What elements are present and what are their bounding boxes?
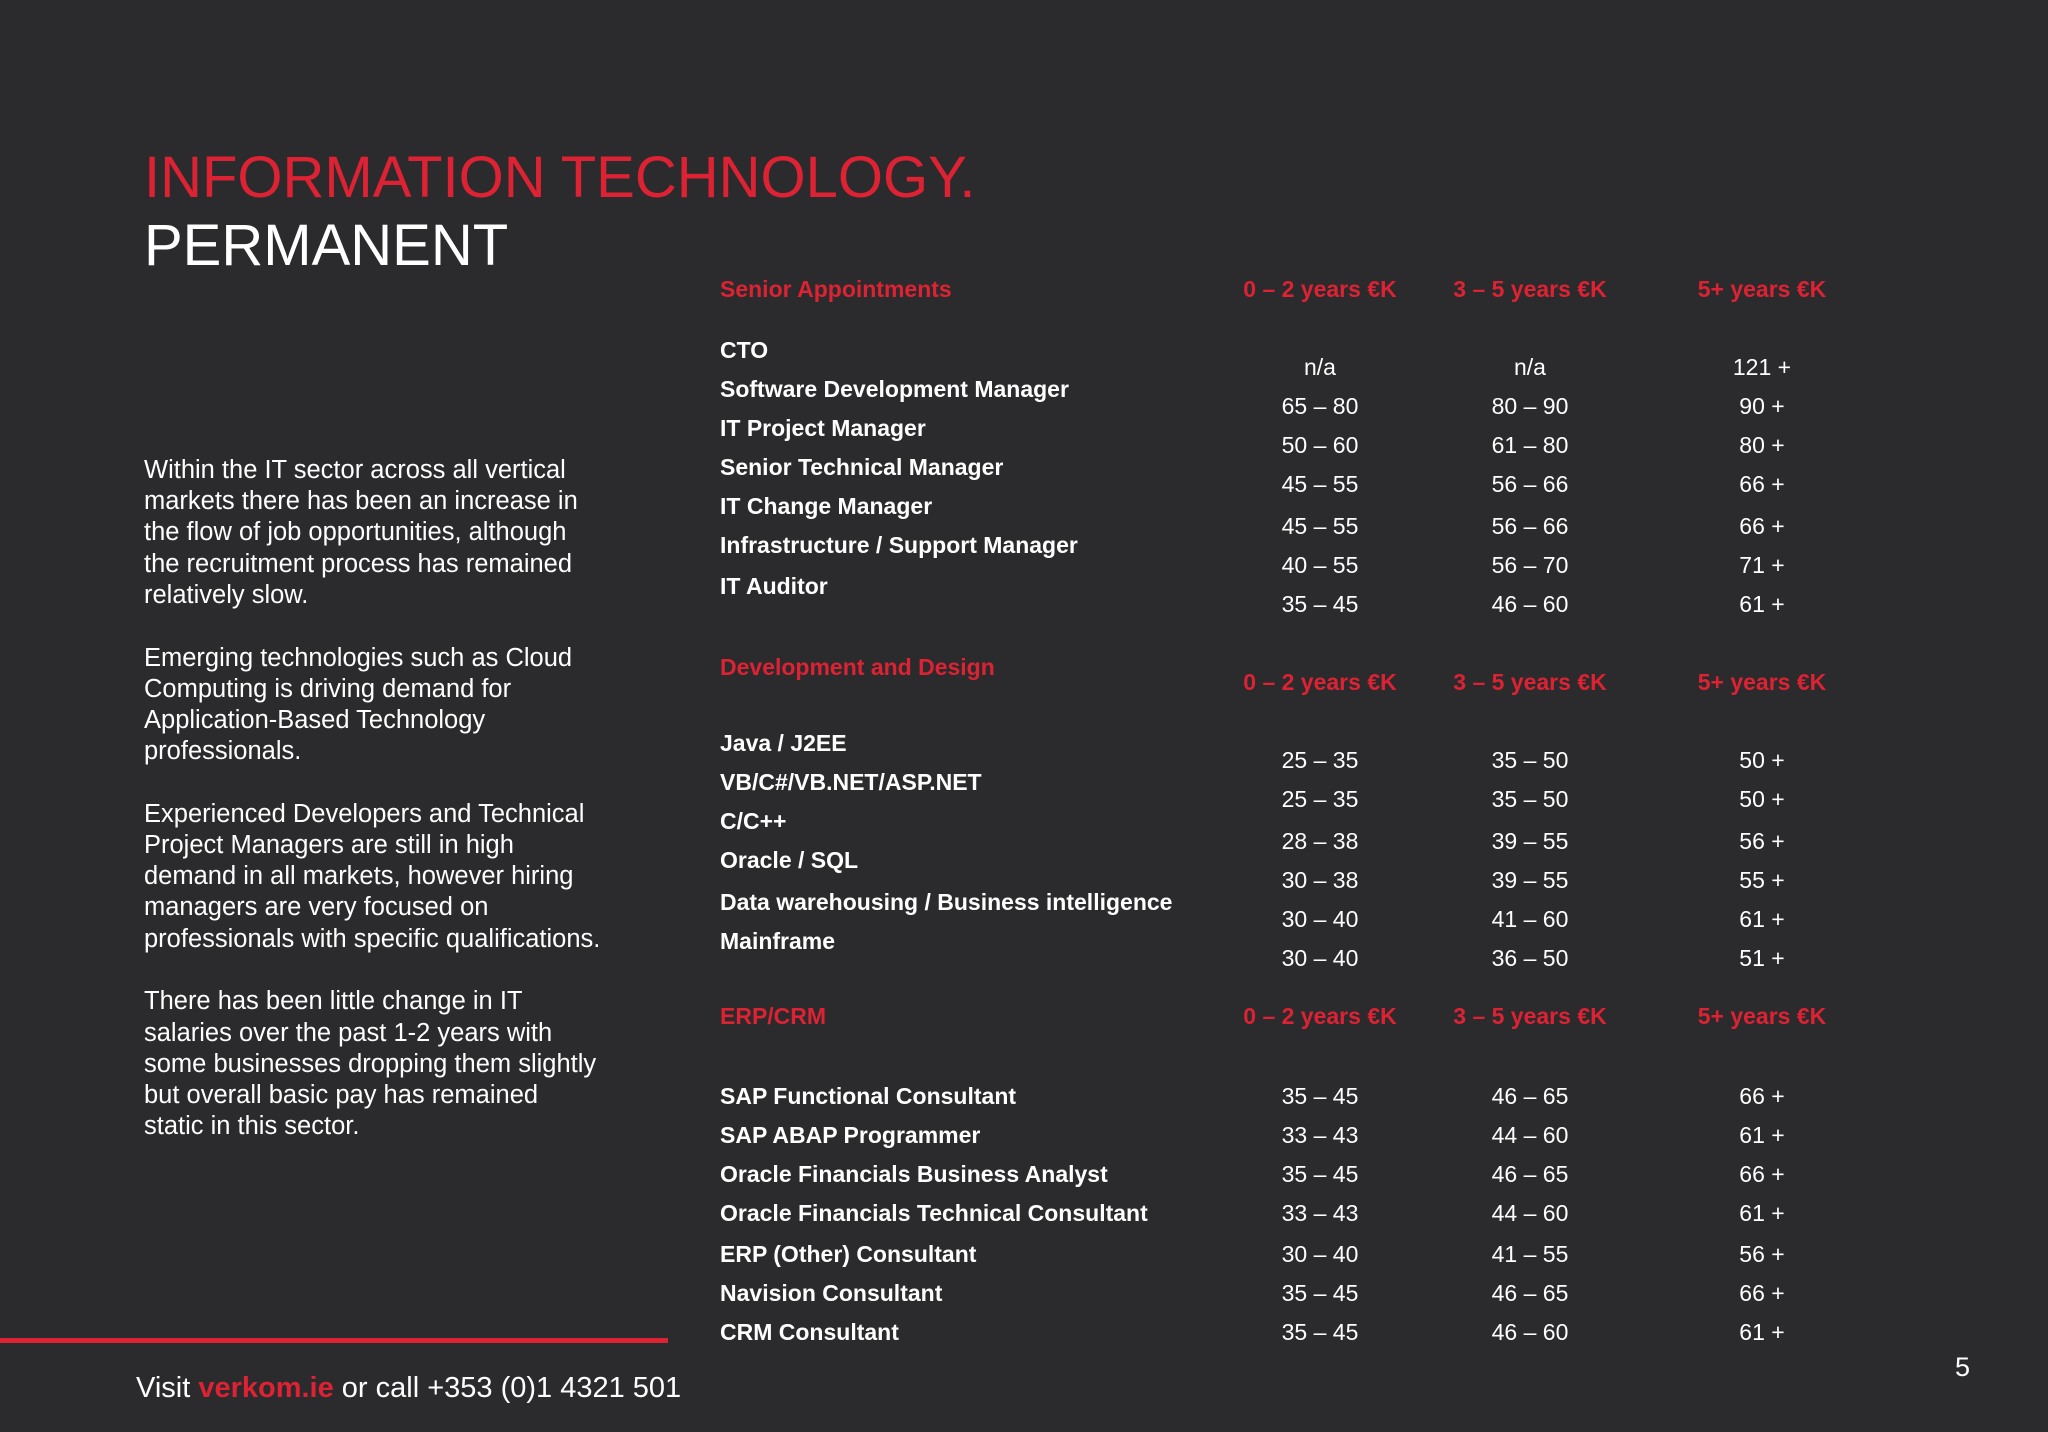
- salary-value: 46 – 65: [1491, 1083, 1569, 1109]
- salary-value: 55 +: [1739, 867, 1785, 893]
- role-name: SAP Functional Consultant: [720, 1083, 1017, 1109]
- section-title: Development and Design: [720, 654, 995, 680]
- role-name: IT Change Manager: [720, 493, 933, 519]
- salary-value: 50 +: [1739, 786, 1785, 812]
- column-header: 3 – 5 years €K: [1453, 669, 1607, 695]
- salary-value: 66 +: [1739, 1280, 1785, 1306]
- salary-value: 61 +: [1739, 1319, 1785, 1345]
- role-name: Oracle Financials Business Analyst: [720, 1161, 1108, 1187]
- salary-value: 30 – 40: [1281, 1241, 1359, 1267]
- salary-value: n/a: [1304, 354, 1336, 380]
- role-name: Senior Technical Manager: [720, 454, 1004, 480]
- column-header: 5+ years €K: [1697, 276, 1827, 302]
- salary-value: 39 – 55: [1491, 867, 1569, 893]
- footer-visit-label: Visit: [136, 1372, 199, 1404]
- salary-value: 35 – 45: [1281, 1161, 1359, 1187]
- salary-value: 30 – 38: [1281, 867, 1359, 893]
- intro-paragraph: Emerging technologies such as Cloud Computing is driving demand for Application-Based Technology professionals.: [144, 643, 573, 766]
- section-title: ERP/CRM: [720, 1003, 827, 1029]
- salary-value: 56 – 66: [1491, 471, 1569, 497]
- page-title-line2: PERMANENT: [144, 213, 509, 278]
- salary-value: 28 – 38: [1281, 828, 1359, 854]
- role-name: C/C++: [720, 808, 787, 834]
- salary-value: 61 +: [1739, 1200, 1785, 1226]
- intro-text: [144, 455, 604, 1174]
- salary-value: 41 – 55: [1491, 1241, 1569, 1267]
- salary-value: 50 – 60: [1281, 432, 1359, 458]
- role-name: IT Auditor: [720, 573, 828, 599]
- role-name: ERP (Other) Consultant: [720, 1241, 977, 1267]
- column-header: 0 – 2 years €K: [1243, 669, 1397, 695]
- column-header: 0 – 2 years €K: [1243, 1003, 1397, 1029]
- role-name: Mainframe: [720, 928, 836, 954]
- column-header: 3 – 5 years €K: [1453, 1003, 1607, 1029]
- intro-paragraph: There has been little change in IT salaries over the past 1-2 years with some businesses dropping them slightly but overall basic pay has remained static in this sector.: [144, 987, 597, 1141]
- footer-contact: [136, 1372, 681, 1405]
- role-name: VB/C#/VB.NET/ASP.NET: [720, 769, 982, 795]
- salary-value: 66 +: [1739, 1161, 1785, 1187]
- salary-value: 66 +: [1739, 513, 1785, 539]
- salary-value: 80 – 90: [1491, 393, 1569, 419]
- salary-value: 56 – 70: [1491, 552, 1569, 578]
- column-header: 5+ years €K: [1697, 1003, 1827, 1029]
- salary-value: 90 +: [1739, 393, 1785, 419]
- salary-value: 46 – 60: [1491, 1319, 1569, 1345]
- salary-value: 44 – 60: [1491, 1122, 1569, 1148]
- salary-value: 56 – 66: [1491, 513, 1569, 539]
- salary-value: 45 – 55: [1281, 513, 1359, 539]
- salary-value: 25 – 35: [1281, 786, 1359, 812]
- role-name: Data warehousing / Business intelligence: [720, 889, 1173, 915]
- salary-value: 35 – 50: [1491, 786, 1569, 812]
- salary-value: 44 – 60: [1491, 1200, 1569, 1226]
- salary-value: 121 +: [1732, 354, 1792, 380]
- salary-value: 30 – 40: [1281, 906, 1359, 932]
- salary-value: 39 – 55: [1491, 828, 1569, 854]
- salary-value: 50 +: [1739, 747, 1785, 773]
- page-number: 5: [1955, 1352, 1971, 1382]
- salary-value: 25 – 35: [1281, 747, 1359, 773]
- salary-value: 66 +: [1739, 1083, 1785, 1109]
- section-title: Senior Appointments: [720, 276, 952, 302]
- website-link[interactable]: verkom.ie: [198, 1372, 334, 1404]
- salary-value: 41 – 60: [1491, 906, 1569, 932]
- salary-value: 33 – 43: [1281, 1122, 1359, 1148]
- role-name: CTO: [720, 337, 769, 363]
- salary-value: 80 +: [1739, 432, 1785, 458]
- salary-value: 35 – 45: [1281, 1083, 1359, 1109]
- salary-value: 35 – 45: [1281, 1319, 1359, 1345]
- salary-value: 36 – 50: [1491, 945, 1569, 971]
- salary-value: 35 – 45: [1281, 1280, 1359, 1306]
- role-name: Java / J2EE: [720, 730, 847, 756]
- salary-value: 46 – 65: [1491, 1161, 1569, 1187]
- role-name: SAP ABAP Programmer: [720, 1122, 981, 1148]
- salary-value: 51 +: [1739, 945, 1785, 971]
- role-name: Infrastructure / Support Manager: [720, 532, 1078, 558]
- salary-value: 61 – 80: [1491, 432, 1569, 458]
- role-name: Software Development Manager: [720, 376, 1069, 402]
- salary-value: n/a: [1514, 354, 1546, 380]
- salary-value: 61 +: [1739, 1122, 1785, 1148]
- column-header: 5+ years €K: [1697, 669, 1827, 695]
- salary-value: 45 – 55: [1281, 471, 1359, 497]
- salary-value: 40 – 55: [1281, 552, 1359, 578]
- role-name: Oracle / SQL: [720, 847, 859, 873]
- column-header: 0 – 2 years €K: [1243, 276, 1397, 302]
- role-name: Oracle Financials Technical Consultant: [720, 1200, 1148, 1226]
- page-title-line1: INFORMATION TECHNOLOGY.: [144, 145, 976, 210]
- role-name: IT Project Manager: [720, 415, 926, 441]
- salary-value: 71 +: [1739, 552, 1785, 578]
- footer-divider: [0, 1338, 668, 1343]
- column-header: 3 – 5 years €K: [1453, 276, 1607, 302]
- salary-value: 33 – 43: [1281, 1200, 1359, 1226]
- intro-paragraph: Experienced Developers and Technical Project Managers are still in high demand in all markets, however hiring managers are very focused on professionals with specific qualifications.: [144, 799, 601, 953]
- salary-value: 35 – 45: [1281, 591, 1359, 617]
- salary-value: 46 – 60: [1491, 591, 1569, 617]
- salary-value: 61 +: [1739, 906, 1785, 932]
- salary-value: 65 – 80: [1281, 393, 1359, 419]
- role-name: Navision Consultant: [720, 1280, 943, 1306]
- salary-value: 61 +: [1739, 591, 1785, 617]
- salary-value: 30 – 40: [1281, 945, 1359, 971]
- salary-value: 56 +: [1739, 1241, 1785, 1267]
- salary-value: 35 – 50: [1491, 747, 1569, 773]
- salary-value: 56 +: [1739, 828, 1785, 854]
- role-name: CRM Consultant: [720, 1319, 899, 1345]
- footer-phone: or call +353 (0)1 4321 501: [333, 1372, 682, 1404]
- intro-paragraph: Within the IT sector across all vertical markets there has been an increase in the flow of job opportunities, although the recruitment process has remained relatively slow.: [144, 456, 578, 609]
- salary-value: 46 – 65: [1491, 1280, 1569, 1306]
- salary-value: 66 +: [1739, 471, 1785, 497]
